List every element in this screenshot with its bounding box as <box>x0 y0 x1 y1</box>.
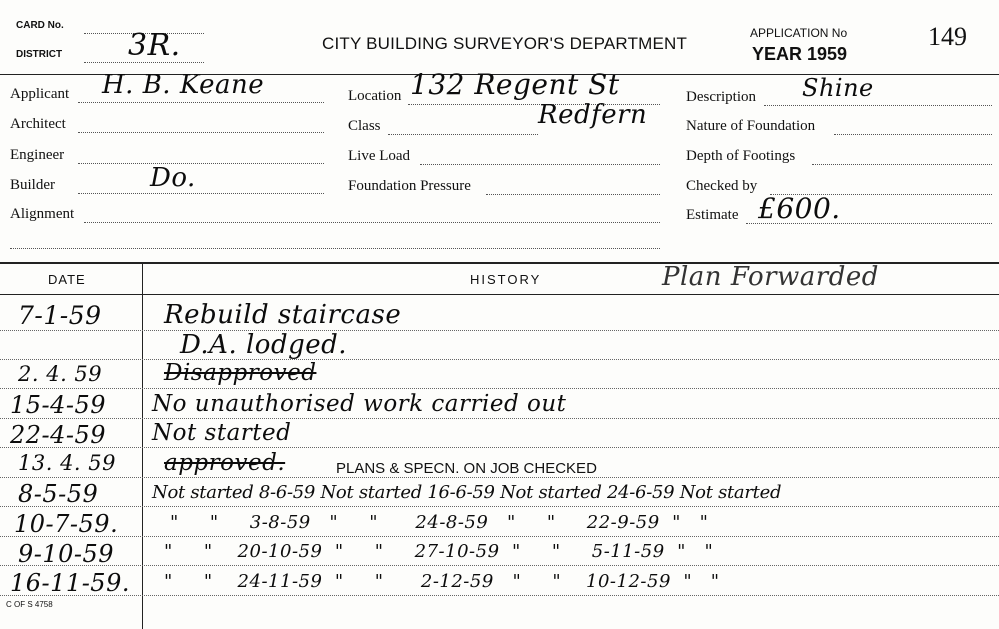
history-row-line <box>0 418 999 419</box>
history-date: 15-4-59 <box>10 391 107 419</box>
date-column-divider <box>142 262 143 629</box>
form-code: C OF S 4758 <box>6 600 53 609</box>
history-date: 2. 4. 59 <box>18 362 103 386</box>
history-entry: D.A. lodged. <box>180 330 348 360</box>
application-label: APPLICATION No <box>750 26 848 40</box>
foundation-pressure-label: Foundation Pressure <box>348 178 471 194</box>
history-date: 10-7-59. <box>14 510 119 538</box>
class-label: Class <box>348 118 381 134</box>
history-row-line <box>0 330 999 331</box>
applicant-label: Applicant <box>10 86 70 102</box>
history-entry: No unauthorised work carried out <box>152 391 567 417</box>
engineer-line <box>78 163 324 164</box>
nature-label: Nature of Foundation <box>686 118 816 134</box>
history-header-note: Plan Forwarded <box>662 262 879 292</box>
location-value-2: Redfern <box>538 100 648 130</box>
history-entry: " " 20-10-59 " " 27-10-59 " " 5-11-59 " " <box>164 541 714 562</box>
history-row-line <box>0 565 999 566</box>
builder-line <box>78 193 324 194</box>
history-row-line <box>0 506 999 507</box>
estimate-value: £600. <box>758 192 841 225</box>
history-date: 22-4-59 <box>10 421 107 449</box>
history-entry: Not started <box>152 420 292 446</box>
history-date: 9-10-59 <box>18 540 115 568</box>
history-entry: Disapproved <box>164 360 317 386</box>
description-line <box>764 105 992 106</box>
year-label: YEAR 1959 <box>752 44 848 64</box>
history-date: 13. 4. 59 <box>18 451 117 475</box>
depth-label: Depth of Footings <box>686 148 796 164</box>
blank-line <box>10 248 660 249</box>
live-load-label: Live Load <box>348 148 411 164</box>
district-label: DISTRICT <box>16 49 63 60</box>
card-no-label: CARD No. <box>16 20 64 31</box>
history-date: 7-1-59 <box>18 301 102 330</box>
history-entry: Not started 8-6-59 Not started 16-6-59 Not started 24-6-59 Not started <box>152 482 782 503</box>
history-entry: approved. <box>164 450 286 476</box>
description-label: Description <box>686 89 756 105</box>
history-entry: " " 3-8-59 " " 24-8-59 " " 22-9-59 " " <box>170 512 709 533</box>
history-entry: " " 24-11-59 " " 2-12-59 " " 10-12-59 " " <box>164 571 720 592</box>
location-value-1: 132 Regent St <box>410 68 620 101</box>
history-row-line <box>0 477 999 478</box>
job-checked-stamp: PLANS & SPECN. ON JOB CHECKED <box>336 460 597 477</box>
application-number: 149 <box>928 22 967 51</box>
description-value: Shine <box>802 74 874 102</box>
architect-line <box>78 132 324 133</box>
history-row-line <box>0 536 999 537</box>
applicant-value: H. B. Keane <box>102 70 265 100</box>
builder-value: Do. <box>150 163 196 193</box>
date-header: DATE <box>48 272 86 287</box>
department-title: CITY BUILDING SURVEYOR'S DEPARTMENT <box>322 34 688 53</box>
estimate-label: Estimate <box>686 207 739 223</box>
history-header-rule <box>0 294 999 295</box>
live-load-line <box>420 164 660 165</box>
history-row-line <box>0 359 999 360</box>
history-date: 16-11-59. <box>10 569 130 597</box>
engineer-label: Engineer <box>10 147 65 163</box>
alignment-line <box>84 222 660 223</box>
depth-line <box>812 164 992 165</box>
history-row-line <box>0 595 999 596</box>
foundation-pressure-line <box>486 194 660 195</box>
applicant-line <box>78 102 324 103</box>
history-row-line <box>0 447 999 448</box>
nature-line <box>834 134 992 135</box>
history-date: 8-5-59 <box>18 480 99 508</box>
history-header: HISTORY <box>470 272 542 287</box>
location-label: Location <box>348 88 402 104</box>
alignment-label: Alignment <box>10 206 75 222</box>
checked-label: Checked by <box>686 178 758 194</box>
architect-label: Architect <box>10 116 66 132</box>
district-value: 3R. <box>128 28 181 63</box>
history-entry: Rebuild staircase <box>164 300 402 330</box>
class-line <box>388 134 538 135</box>
history-row-line <box>0 388 999 389</box>
builder-label: Builder <box>10 177 55 193</box>
